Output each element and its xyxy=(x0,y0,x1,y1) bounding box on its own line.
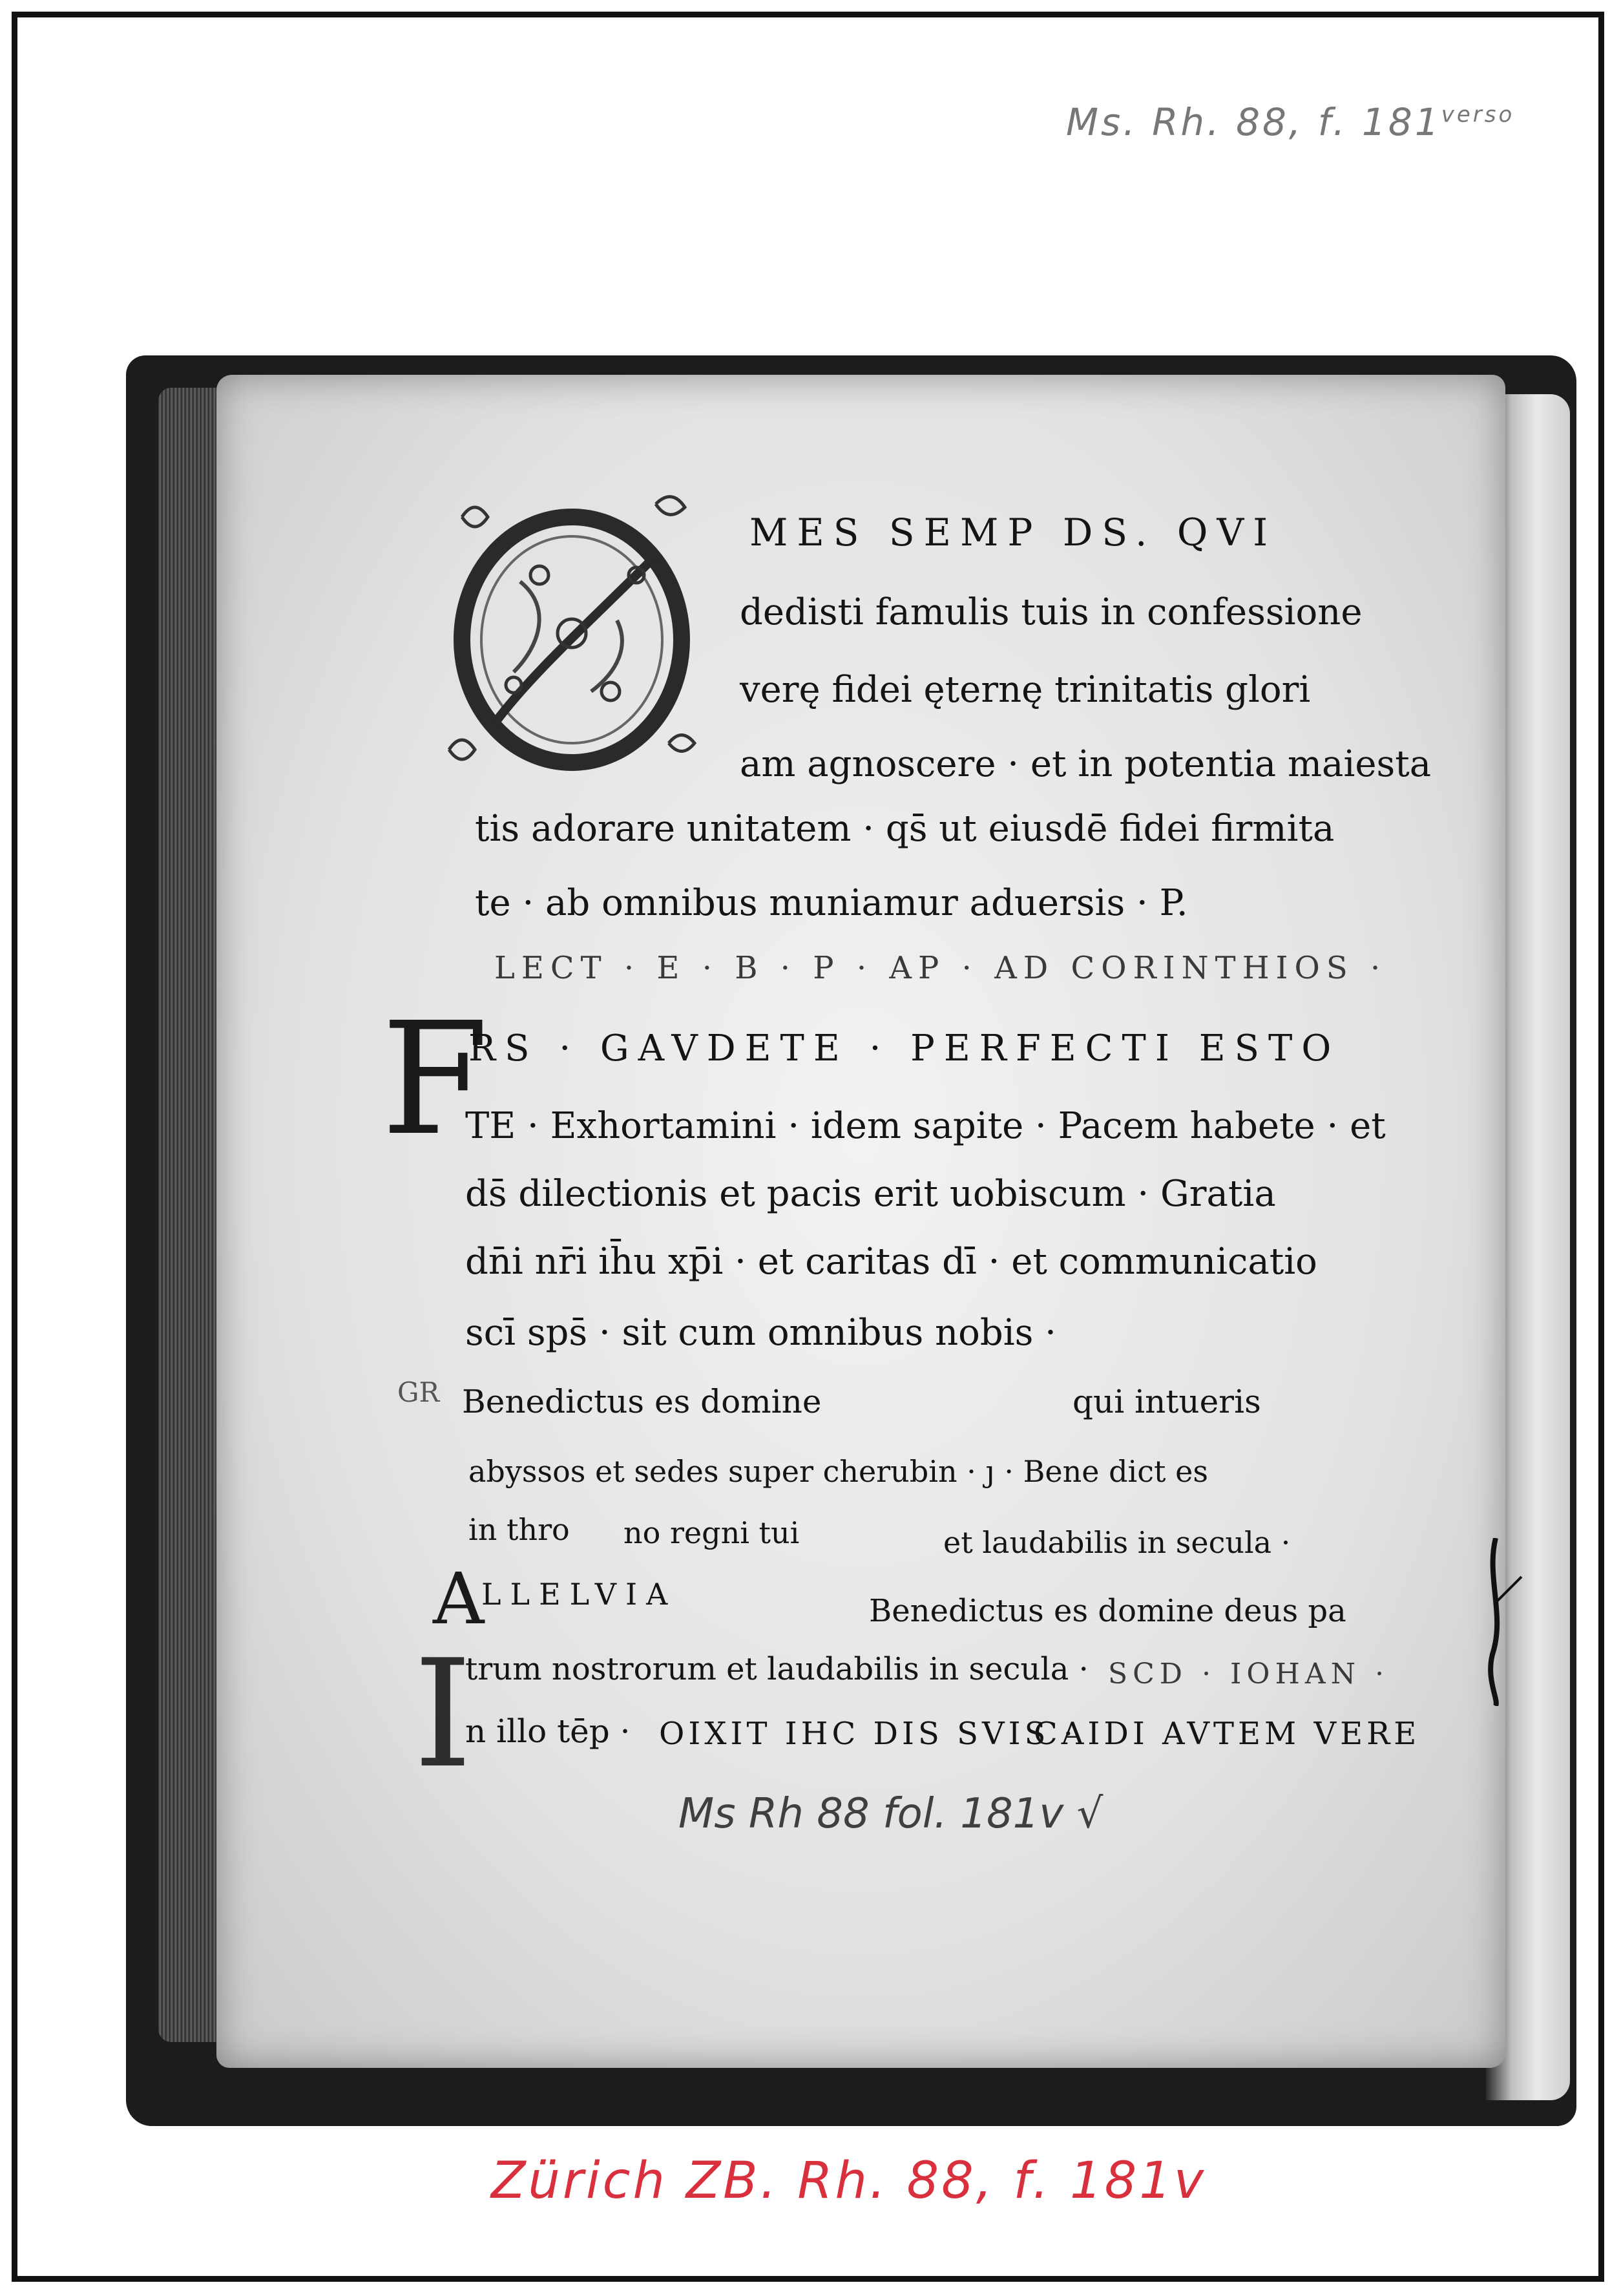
gradual-line-1a: Benedictus es domine xyxy=(462,1383,822,1420)
gospel-line-1c: CAIDI AVTEM VERE xyxy=(1034,1716,1421,1752)
collect-line-1: MES SEMP DS. QVI xyxy=(749,511,1277,554)
gospel-line-1a: n illo tēp · xyxy=(465,1712,631,1750)
epistle-initial: F xyxy=(381,989,489,1170)
epistle-line-4: dn̄i nr̄i ih̄u xp̄i · et caritas dī · et communicatio xyxy=(465,1241,1317,1283)
epistle-line-1: RS · GAVDETE · PERFECTI ESTO xyxy=(468,1027,1341,1069)
lection-heading: LECT · E · B · P · AP · AD CORINTHIOS · xyxy=(494,950,1387,986)
collect-line-4: am agnoscere · et in potentia maiesta xyxy=(740,743,1432,785)
gospel-line-1b: OIXIT IHC DIS SVIS · xyxy=(659,1716,1078,1752)
gospel-initial: I xyxy=(413,1628,472,1801)
gospel-rubric: SCD · IOHAN · xyxy=(1108,1658,1390,1690)
collect-line-2: dedisti famulis tuis in confessione xyxy=(740,591,1363,633)
collect-line-3: verę fidei ęternę trinitatis glori xyxy=(740,669,1311,711)
gradual-rubric: GR xyxy=(397,1376,440,1408)
gradual-line-3a: in thro xyxy=(468,1512,570,1547)
gradual-line-3c: et laudabilis in secula · xyxy=(943,1525,1291,1560)
epistle-line-2: TE · Exhortamini · idem sapite · Pacem habete · et xyxy=(465,1105,1386,1147)
red-caption: Zürich ZB. Rh. 88, f. 181v xyxy=(491,2152,1207,2210)
alleluia-initial: A xyxy=(433,1557,485,1640)
decorated-initial-o xyxy=(423,478,707,782)
shelfmark-text: Ms. Rh. 88, f. 181 xyxy=(1066,100,1441,144)
alleluia-line-2: trum nostrorum et laudabilis in secula · xyxy=(465,1651,1089,1687)
gradual-line-2: abyssos et sedes super cherubin · ȷ · Bene dict es xyxy=(468,1454,1208,1489)
archive-shelfmark-note xyxy=(1066,100,1514,144)
collect-line-6: te · ab omnibus muniamur aduersis · P. xyxy=(475,882,1188,924)
gradual-line-3b: no regni tui xyxy=(623,1515,800,1550)
gradual-line-1b: qui intueris xyxy=(1072,1383,1261,1420)
page-crease xyxy=(1467,1538,1525,1706)
epistle-line-3: ds̄ dilectionis et pacis erit uobiscum · Gratia xyxy=(465,1173,1276,1215)
epistle-line-5: scī sps̄ · sit cum omnibus nobis · xyxy=(465,1312,1056,1354)
page-block-edge xyxy=(158,388,220,2042)
shelfmark-suffix: verso xyxy=(1441,101,1515,128)
collect-line-5: tis adorare unitatem · qs̄ ut eiusdē fidei firmita xyxy=(475,808,1335,850)
alleluia-verse-start: Benedictus es domine deus pa xyxy=(869,1593,1346,1629)
folio-pencil-note: Ms Rh 88 fol. 181v √ xyxy=(678,1790,1103,1838)
alleluia-label: LLELVIA xyxy=(481,1577,677,1612)
